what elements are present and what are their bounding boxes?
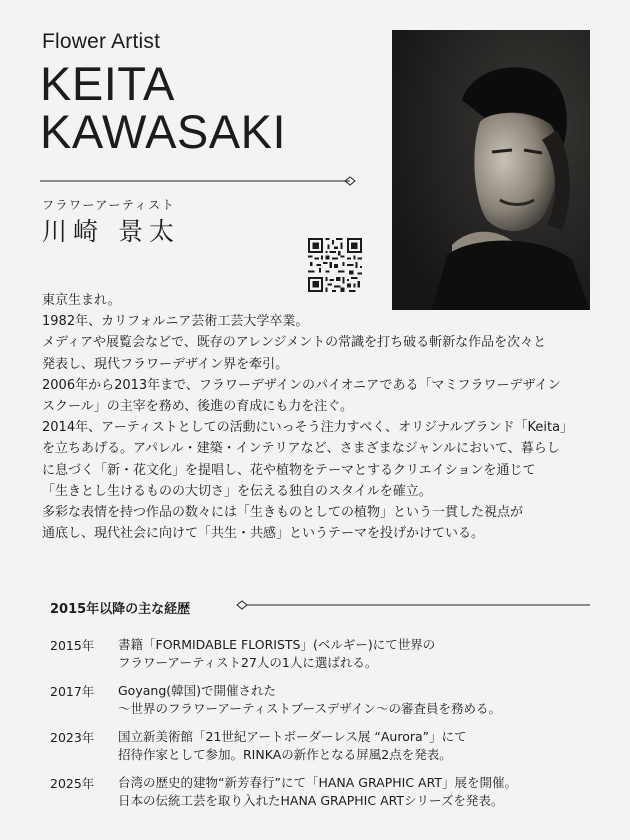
history-item: [50, 636, 610, 672]
history-line: 台湾の歴史的建物“新芳春行”にて「HANA GRAPHIC ART」展を開催。: [118, 775, 517, 790]
biography: [42, 290, 602, 544]
history-divider: [236, 600, 590, 610]
artist-name-line1: KEITA: [40, 57, 175, 110]
history-item: [50, 774, 610, 810]
history-year: 2015年: [50, 638, 95, 653]
artist-name-kana: フラワーアーティスト: [42, 198, 176, 212]
divider-rule: [40, 176, 362, 186]
history-list: [50, 636, 610, 820]
artist-name-jp: 川崎 景太: [42, 217, 180, 246]
bio-line: 「生きとし生けるものの大切さ」を伝える独自のスタイルを確立。: [42, 483, 432, 499]
history-text: [118, 636, 610, 672]
artist-name-line2: KAWASAKI: [40, 105, 287, 158]
bio-line: 発表し、現代フラワーデザイン界を牽引。: [42, 356, 289, 372]
qr-code[interactable]: [308, 238, 362, 292]
bio-line: 2006年から2013年まで、フラワーデザインのパイオニアである「マミフラワーデザイン: [42, 377, 561, 393]
history-item: [50, 682, 610, 718]
bio-line: 多彩な表情を持つ作品の数々には「生きものとしての植物」という一貫した視点が: [42, 505, 524, 521]
history-text: [118, 774, 610, 810]
bio-line: に息づく「新・花文化」を提唱し、花や植物をテーマとするクリエイションを通じて: [42, 462, 536, 478]
bio-line: スクール」の主宰を務め、後進の育成にも力を注ぐ。: [42, 399, 353, 415]
history-line: 日本の伝統工芸を取り入れたHANA GRAPHIC ARTシリーズを発表。: [118, 793, 504, 808]
history-line: フラワーアーティスト27人の1人に選ばれる。: [118, 655, 378, 670]
history-year: 2023年: [50, 730, 95, 745]
history-line: Goyang(韓国)で開催された: [118, 683, 277, 698]
bio-line: 東京生まれ。: [42, 293, 121, 308]
bio-line: メディアや展覧会などで、既存のアレンジメントの常識を打ち破る斬新な作品を次々と: [42, 335, 547, 351]
artist-portrait: [392, 30, 590, 310]
history-text: [118, 682, 610, 718]
bio-line: 通底し、現代社会に向けて「共生・共感」というテーマを投げかけている。: [42, 526, 485, 542]
history-line: ～世界のフラワーアーティストブースデザイン～の審査員を務める。: [118, 701, 502, 716]
bio-line: 1982年、カリフォルニア芸術工芸大学卒業。: [42, 314, 309, 330]
history-line: 国立新美術館「21世紀アートボーダーレス展 “Aurora”」にて: [118, 729, 467, 744]
history-line: 招待作家として参加。RINKAの新作となる屏風2点を発表。: [118, 747, 452, 762]
history-item: [50, 728, 610, 764]
history-text: [118, 728, 610, 764]
history-year: 2025年: [50, 776, 95, 791]
bio-line: を立ちあげる。アパレル・建築・インテリアなど、さまざまなジャンルにおいて、暮らし: [42, 441, 560, 457]
history-heading: 2015年以降の主な経歴: [50, 602, 191, 617]
bio-line: 2014年、アーティストとしての活動にいっそう注力すべく、オリジナルブランド「Keita」: [42, 420, 574, 436]
header-kicker: Flower Artist: [42, 30, 161, 53]
history-year: 2017年: [50, 684, 95, 699]
artist-name-en: [40, 57, 287, 158]
history-line: 書籍「FORMIDABLE FLORISTS」(ベルギー)にて世界の: [118, 637, 436, 652]
